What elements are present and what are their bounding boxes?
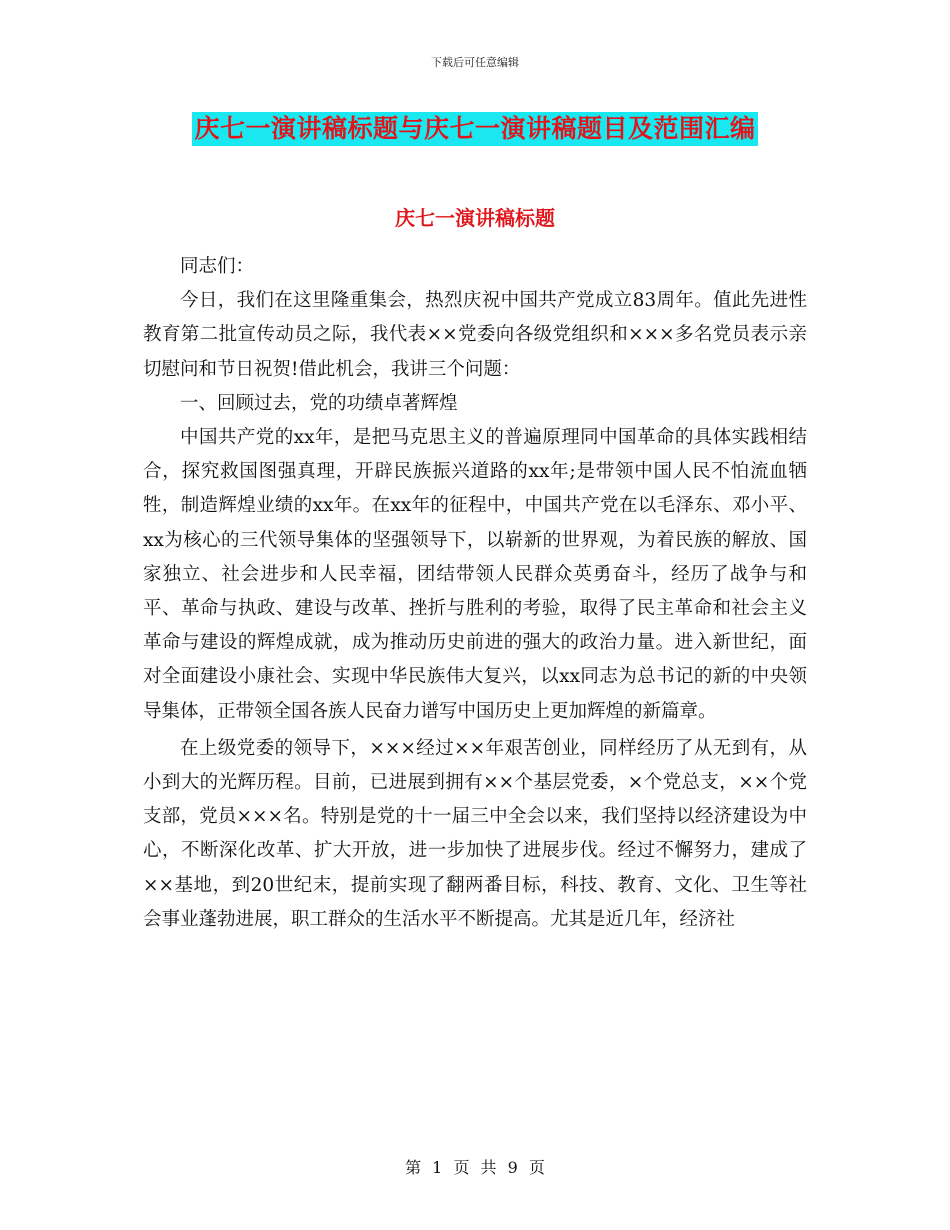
document-title: 庆七一演讲稿标题与庆七一演讲稿题目及范围汇编 (192, 112, 757, 146)
salutation-paragraph: 同志们： (180, 256, 255, 277)
body-paragraph: 今日，我们在这里隆重集会，热烈庆祝中国共产党成立83周年。值此先进性教育第二批宣传动员之际，我代表××党委向各级党组织和×××多名党员表示亲切慰问和节日祝贺!借此机会，我讲三个问题： (143, 290, 807, 380)
section-title: 庆七一演讲稿标题 (395, 206, 555, 230)
body-paragraph: 中国共产党的xx年，是把马克思主义的普遍原理同中国革命的具体实践相结合，探究救国图强真理，开辟民族振兴道路的xx年;是带领中国人民不怕流血牺牲，制造辉煌业绩的xx年。在xx年的征程中，中国共产党在以毛泽东、邓小平、xx为核心的三代领导集体的坚强领导下，以崭新的世界观，为着民族的解放、国家独立、社会进步和人民幸福，团结带领人民群众英勇奋斗，经历了战争与和平、革命与执政、建设与改革、挫折与胜利的考验，取得了民主革命和社会主义革命与建设的辉煌成就，成为推动历史前进的强大的政治力量。进入新世纪，面对全面建设小康社会、实现中华民族伟大复兴，以xx同志为总书记的新的中央领导集体，正带领全国各族人民奋力谱写中国历史上更加辉煌的新篇章。 (143, 427, 807, 722)
document-title-container (0, 112, 950, 146)
header-note: 下载后可任意编辑 (431, 56, 519, 69)
body-paragraph: 在上级党委的领导下，×××经过××年艰苦创业，同样经历了从无到有，从小到大的光辉历程。目前，已进展到拥有××个基层党委，×个党总支，××个党支部，党员×××名。特别是党的十一届三中全会以来，我们坚持以经济建设为中心，不断深化改革、扩大开放，进一步加快了进展步伐。经过不懈努力，建成了××基地，到20世纪末，提前实现了翻两番目标，科技、教育、文化、卫生等社会事业蓬勃进展，职工群众的生活水平不断提高。尤其是近几年，经济社 (143, 737, 807, 930)
document-body (143, 250, 807, 937)
section-heading-paragraph: 一、回顾过去，党的功绩卓著辉煌 (180, 392, 458, 414)
page-number: 第 1 页 共 9 页 (405, 1158, 545, 1177)
